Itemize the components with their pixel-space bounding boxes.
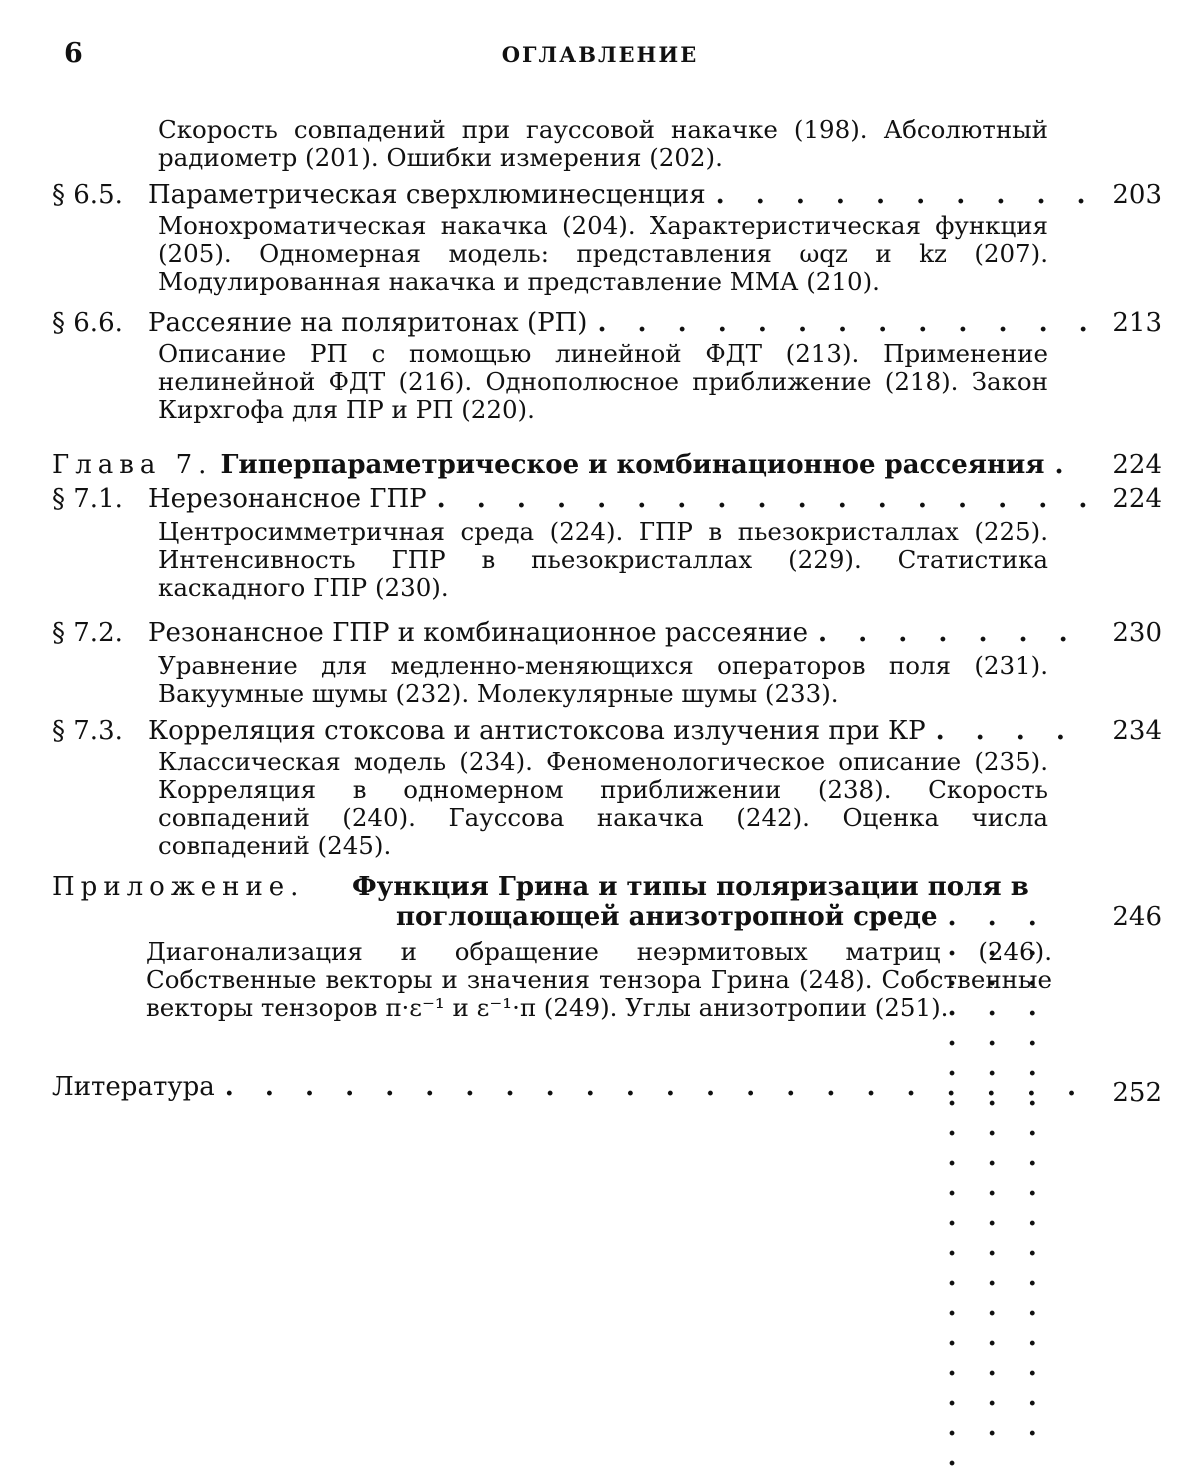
toc-page-literature: 252 xyxy=(1112,1078,1162,1108)
section-description-7-3: Классическая модель (234). Феноменологическое описание (235). Корреляция в одномерном приближении (238). Скорость совпадений (240). Гауссова накачка (242). Оценка числа совпадений (245). xyxy=(158,747,1048,860)
toc-page-7-1: 224 xyxy=(1112,484,1162,514)
appendix-title-line-1: Функция Грина и типы поляризации поля в xyxy=(352,872,1029,902)
toc-literature[interactable] xyxy=(52,1072,1092,1102)
appendix-description: Диагонализация и обращение неэрмитовых матриц (246). Собственные векторы и значения тензора Грина (248). Собственные векторы тензоров π·ε⁻¹ и ε⁻¹·π (249). Углы анизотропии (251). xyxy=(146,937,1052,1022)
section-title: Корреляция стоксова и антистоксова излучения при КР xyxy=(148,716,926,746)
toc-page-7-2: 230 xyxy=(1112,618,1162,648)
section-title: Резонансное ГПР и комбинационное рассеяние xyxy=(148,618,809,648)
toc-entry-7-2[interactable] xyxy=(52,618,1092,648)
toc-entry-7-1[interactable] xyxy=(52,484,1092,514)
leader-dots xyxy=(1045,450,1093,480)
section-title: Параметрическая сверхлюминесценция xyxy=(148,180,706,210)
intro-description: Скорость совпадений при гауссовой накачке (198). Абсолютный радиометр (201). Ошибки измерения (202). xyxy=(158,115,1048,172)
leader-dots xyxy=(808,618,1092,648)
toc-page-6-5: 203 xyxy=(1112,180,1162,210)
appendix-title-line-2: поглощающей анизотропной среде xyxy=(396,902,938,932)
section-number: § 6.6. xyxy=(52,308,123,338)
chapter-title: Гиперпараметрическое и комбинационное рассеяния xyxy=(220,450,1045,480)
literature-title: Литература xyxy=(52,1072,215,1102)
section-number: § 7.1. xyxy=(52,484,123,514)
leader-dots xyxy=(215,1072,1092,1102)
section-description-6-6: Описание РП с помощью линейной ФДТ (213). Применение нелинейной ФДТ (216). Однополюсное приближение (218). Закон Кирхгофа для ПР и РП (220). xyxy=(158,339,1048,424)
toc-page-6-6: 213 xyxy=(1112,308,1162,338)
section-description-7-1: Центросимметричная среда (224). ГПР в пьезокристаллах (225). Интенсивность ГПР в пьезокристаллах (229). Статистика каскадного ГПР (230). xyxy=(158,517,1048,602)
leader-dots xyxy=(587,308,1092,338)
section-number: § 7.3. xyxy=(52,716,123,746)
toc-entry-6-5[interactable] xyxy=(52,180,1092,210)
toc-entry-6-6[interactable] xyxy=(52,308,1092,338)
section-description-6-5: Монохроматическая накачка (204). Характеристическая функция (205). Одномерная модель: представления ωqz и kz (207). Модулированная накачка и представление ММА (210). xyxy=(158,211,1048,296)
leader-dots xyxy=(926,716,1092,746)
section-number: § 6.5. xyxy=(52,180,123,210)
appendix-label: Приложение. xyxy=(52,872,305,902)
section-title: Нерезонансное ГПР xyxy=(148,484,427,514)
section-title: Рассеяние на поляритонах (РП) xyxy=(148,308,588,338)
toc-page-chapter-7: 224 xyxy=(1112,450,1162,480)
leader-dots xyxy=(706,180,1092,210)
toc-chapter-7[interactable] xyxy=(52,450,1092,480)
running-title: ОГЛАВЛЕНИЕ xyxy=(501,42,699,67)
leader-dots xyxy=(427,484,1092,514)
toc-appendix[interactable] xyxy=(52,872,1062,932)
page-number: 6 xyxy=(64,38,83,69)
section-number: § 7.2. xyxy=(52,618,123,648)
toc-page-appendix: 246 xyxy=(1112,902,1162,932)
toc-entry-7-3[interactable] xyxy=(52,716,1092,746)
chapter-label: Глава 7. xyxy=(52,450,213,480)
section-description-7-2: Уравнение для медленно-меняющихся операторов поля (231). Вакуумные шумы (232). Молекулярные шумы (233). xyxy=(158,651,1048,708)
toc-page-7-3: 234 xyxy=(1112,716,1162,746)
